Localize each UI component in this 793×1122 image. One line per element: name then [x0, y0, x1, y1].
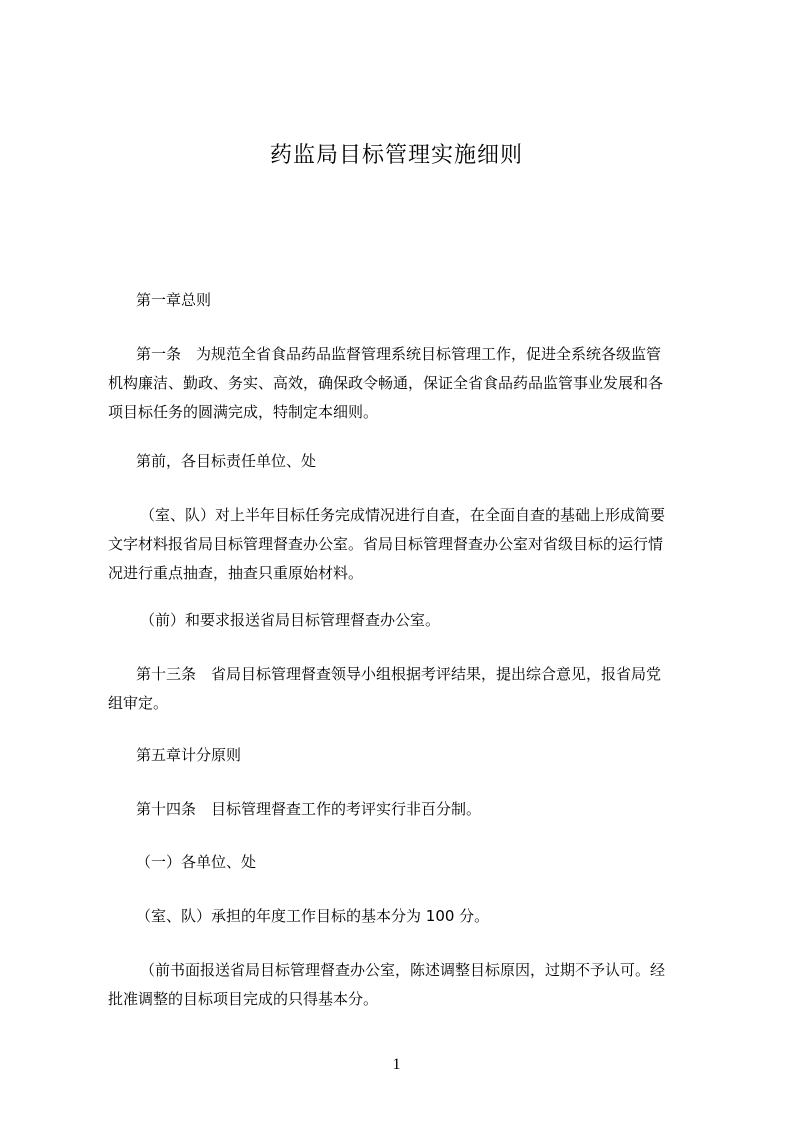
text-line: 文字材料报省局目标管理督查办公室。省局目标管理督查办公室对省级目标的运行情	[108, 535, 664, 553]
article-1-paragraph	[108, 340, 702, 427]
text-line: （前书面报送省局目标管理督查办公室，陈述调整目标原因，过期不予认可。经	[140, 961, 666, 979]
chapter-heading-general	[108, 286, 702, 315]
article-14-paragraph	[108, 795, 702, 824]
text-line: 况进行重点抽查，抽查只重原始材料。	[108, 564, 364, 582]
text-line: 第十三条 省局目标管理督查领导小组根据考评结果，提出综合意见，报省局党	[136, 665, 662, 683]
paragraph-submission	[108, 606, 702, 635]
document-title: 药监局目标管理实施细则	[269, 143, 523, 168]
item-1-heading	[108, 848, 702, 877]
paragraph-base-score	[108, 902, 702, 931]
text-line: 组审定。	[108, 694, 169, 712]
text-line: 机构廉洁、勤政、务实、高效，确保政令畅通，保证全省食品药品监管事业发展和各	[108, 374, 664, 392]
text-line: 第十四条 目标管理督查工作的考评实行非百分制。	[136, 800, 482, 818]
text-line: （一）各单位、处	[136, 853, 257, 871]
text-line: （室、队）对上半年目标任务完成情况进行自查，在全面自查的基础上形成简要	[140, 506, 666, 524]
text-line: 第一条 为规范全省食品药品监督管理系统目标管理工作，促进全系统各级监管	[136, 345, 662, 363]
paragraph-adjustment	[108, 956, 702, 1014]
text-line: 第前，各目标责任单位、处	[136, 452, 317, 470]
article-13-paragraph	[108, 660, 702, 718]
text-line: （室、队）承担的年度工作目标的基本分为 100 分。	[136, 907, 490, 925]
chapter-heading-scoring	[108, 741, 702, 770]
text-line: 第一章总则	[136, 291, 212, 309]
text-line: （前）和要求报送省局目标管理督查办公室。	[140, 611, 441, 629]
paragraph-self-inspection	[108, 501, 702, 588]
text-line: 项目标任务的圆满完成，特制定本细则。	[108, 403, 379, 421]
text-line: 第五章计分原则	[136, 746, 242, 764]
page-number: 1	[392, 1056, 401, 1073]
paragraph-target-units	[108, 447, 702, 476]
text-line: 批准调整的目标项目完成的只得基本分。	[108, 990, 379, 1008]
